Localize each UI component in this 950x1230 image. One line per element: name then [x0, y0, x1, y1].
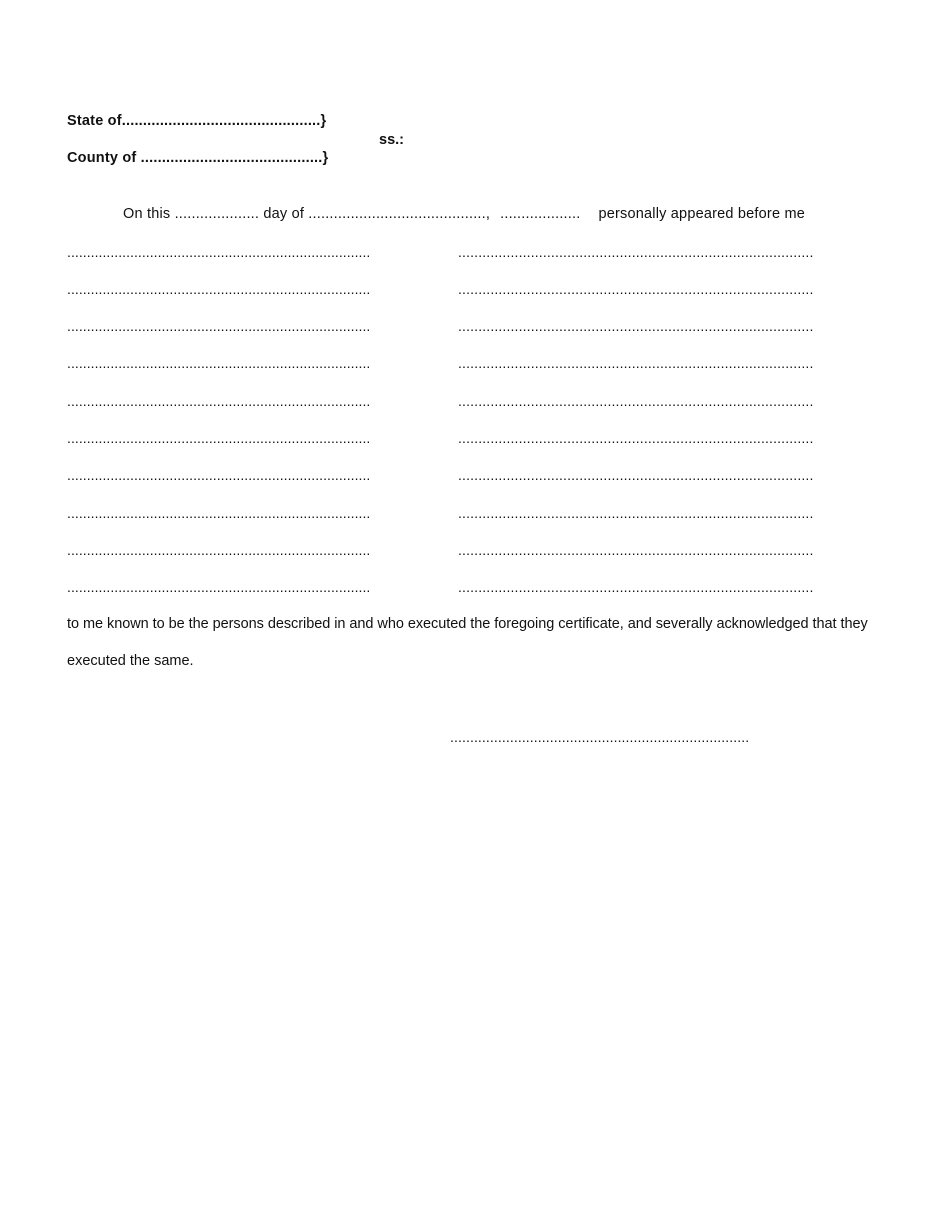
name-blank-left: .............................................................................: [67, 244, 371, 260]
name-blank-right: ........................................................................................: [458, 542, 814, 558]
name-blank-right: ........................................................................................: [458, 244, 814, 260]
name-blank-left: .............................................................................: [67, 430, 371, 446]
name-row: [0, 430, 950, 450]
ss-label: ss.:: [379, 132, 404, 148]
closing-statement-line-1: to me known to be the persons described in and who executed the foregoing certificate, and severally acknowledged that they: [67, 616, 868, 632]
name-blank-right: ........................................................................................: [458, 467, 814, 483]
name-blank-left: .............................................................................: [67, 281, 371, 297]
acknowledgment-intro: [123, 206, 805, 222]
name-blank-right: ........................................................................................: [458, 393, 814, 409]
name-blank-right: ........................................................................................: [458, 430, 814, 446]
name-blank-left: .............................................................................: [67, 355, 371, 371]
name-blank-left: .............................................................................: [67, 579, 371, 595]
name-blank-left: .............................................................................: [67, 505, 371, 521]
name-row: [0, 542, 950, 562]
name-blank-right: ........................................................................................: [458, 505, 814, 521]
signature-line: ...........................................................................: [450, 729, 750, 745]
intro-appeared-text: personally appeared before me: [598, 206, 805, 222]
name-row: [0, 355, 950, 375]
county-venue-line: County of ...........................................}: [67, 150, 329, 166]
name-blank-right: ........................................................................................: [458, 355, 814, 371]
name-row: [0, 393, 950, 413]
name-blank-left: .............................................................................: [67, 318, 371, 334]
name-blank-left: .............................................................................: [67, 542, 371, 558]
intro-year-blank: ...................: [500, 206, 581, 222]
name-blank-left: .............................................................................: [67, 393, 371, 409]
name-row: [0, 579, 950, 599]
name-blank-right: ........................................................................................: [458, 579, 814, 595]
intro-date-text: On this .................... day of ..........................................,: [123, 206, 491, 222]
name-blank-right: ........................................................................................: [458, 318, 814, 334]
name-row: [0, 467, 950, 487]
name-row: [0, 281, 950, 301]
name-blank-right: ........................................................................................: [458, 281, 814, 297]
name-row: [0, 505, 950, 525]
name-row: [0, 244, 950, 264]
closing-statement-line-2: executed the same.: [67, 653, 194, 669]
name-blank-left: .............................................................................: [67, 467, 371, 483]
state-venue-line: State of...............................................}: [67, 113, 327, 129]
name-row: [0, 318, 950, 338]
